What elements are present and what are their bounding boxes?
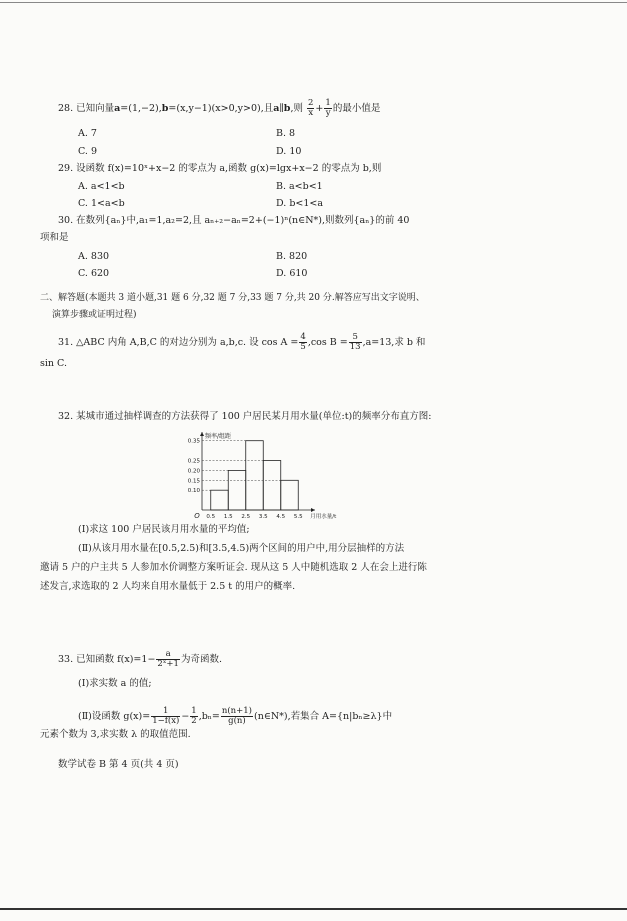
y-tick-label: 0.20 — [188, 468, 200, 475]
frequency-histogram — [188, 428, 358, 523]
y-tick-label: 0.15 — [188, 478, 200, 485]
histogram-bars — [211, 441, 299, 510]
fraction-a-over-2x-plus-1: $\frac{a}{\text{2ˣ+1}}$ — [157, 649, 179, 669]
y-tick-label: 0.10 — [188, 488, 200, 495]
parallel-symbol: ∥ — [279, 103, 284, 114]
question-33-stem — [58, 650, 222, 669]
q30-option-c: C. 620 — [78, 268, 110, 279]
q31-part2: ,cos B = — [307, 337, 348, 348]
origin-label: O — [194, 512, 200, 520]
vector-b-value: =(x,y−1)(x>0,y>0),且 — [168, 103, 274, 114]
question-28-stem — [58, 99, 380, 118]
vector-a-value: =(1,−2), — [120, 103, 162, 114]
section-2-heading-line2: 演算步骤或证明过程) — [52, 310, 137, 320]
question-31-line2: sin C. — [40, 358, 68, 369]
q33-part1: 33. 已知函数 f(x)=1− — [58, 654, 156, 665]
x-tick-label: 5.5 — [293, 514, 303, 520]
q28-option-c: C. 9 — [78, 146, 98, 157]
question-29-stem: 29. 设函数 f(x)=10ˣ+x−2 的零点为 a,函数 g(x)=lgx+x−2 的零点为 b,则 — [58, 163, 382, 174]
q33-part-1: (Ⅰ)求实数 a 的值; — [78, 678, 152, 689]
q32-part-2-line3: 述发言,求选取的 2 人均来自用水量低于 2.5 t 的用户的概率. — [40, 581, 296, 592]
bottom-edge-line — [0, 908, 627, 910]
q33-part-2-line1 — [78, 707, 392, 726]
fraction-g: $\frac{1}{1-f(x)}$ — [152, 706, 180, 726]
section-2-heading: 二、解答题(本题共 3 道小题,31 题 6 分,32 题 7 分,33 题 7 分,共 20 分.解答应写出文字说明、 — [40, 293, 425, 303]
histogram-axes — [200, 432, 315, 512]
page-footer: 数学试卷 B 第 4 页(共 4 页) — [58, 759, 179, 770]
question-30-stem: 30. 在数列{aₙ}中,a₁=1,a₂=2,且 aₙ₊₂−aₙ=2+(−1)ⁿ(n∈N*),则数列{aₙ}的前 40 — [58, 215, 410, 226]
fraction-4-over-5: $\frac{4}{5}$ — [300, 332, 306, 352]
q33-part2-a: (Ⅱ)设函数 g(x)= — [78, 711, 151, 722]
histogram-bar — [246, 441, 264, 510]
q33-part2-b: − — [181, 711, 190, 722]
fraction-5-over-13: $\frac{5}{13}$ — [349, 332, 361, 352]
q29-option-d: D. b<1<a — [276, 198, 324, 209]
q30-option-a: A. 830 — [78, 251, 110, 262]
histogram-dashed-guides — [202, 441, 281, 491]
question-30-stem-line2: 项和是 — [40, 232, 69, 243]
histogram-bar — [263, 461, 281, 511]
q32-part-2-line2: 邀请 5 户的户主共 5 人参加水价调整方案听证会. 现从这 5 人中随机选取 2 人在会上进行陈 — [40, 562, 427, 573]
y-tick-label: 0.25 — [188, 458, 200, 465]
x-axis-arrow — [311, 508, 315, 512]
q29-option-a: A. a<1<b — [78, 181, 125, 192]
fraction-2-over-x: $\frac{2}{x}$ — [308, 98, 314, 118]
x-tick-label: 0.5 — [206, 514, 216, 520]
vector-a: a — [114, 103, 121, 114]
vector-b: b — [161, 103, 169, 114]
histogram-bar — [281, 480, 299, 510]
x-tick-label: 2.5 — [241, 514, 251, 520]
fraction-1-over-y: $\frac{1}{y}$ — [325, 98, 331, 118]
q29-option-b: B. a<b<1 — [276, 181, 323, 192]
histogram-bar — [228, 470, 246, 510]
q28-option-d: D. 10 — [276, 146, 302, 157]
q31-part3: ,a=13,求 b 和 — [362, 337, 426, 348]
histogram-bar — [211, 490, 229, 510]
q32-part-2-line1: (Ⅱ)从该月用水量在[0.5,2.5)和[3.5,4.5)两个区间的用户中,用分层抽样的方法 — [78, 543, 405, 554]
q28-option-a: A. 7 — [78, 128, 97, 139]
q33-part-2-line2: 元素个数为 3,求实数 λ 的取值范围. — [40, 729, 191, 740]
q33-part2: 为奇函数. — [180, 654, 222, 665]
y-axis-label: 频率/组距 — [205, 433, 232, 440]
x-tick-label: 1.5 — [223, 514, 233, 520]
q28-stem-start: 28. 已知向量 — [58, 103, 115, 114]
y-tick-label: 0.35 — [188, 438, 200, 445]
x-tick-label: 3.5 — [258, 514, 268, 520]
x-axis-label: 月用水量/t — [310, 514, 337, 520]
q28-stem-end: 的最小值是 — [332, 103, 381, 114]
fraction-bn: $\frac{n(n+1)}{g(n)}$ — [221, 706, 252, 726]
parallel-b: b — [283, 103, 291, 114]
x-tick-label: 4.5 — [276, 514, 286, 520]
fraction-1-over-2: $\frac{1}{2}$ — [191, 706, 197, 726]
q32-part-1: (Ⅰ)求这 100 户居民该月用水量的平均值; — [78, 524, 250, 535]
question-32-stem: 32. 某城市通过抽样调查的方法获得了 100 户居民某月用水量(单位:t)的频率分布直方图: — [58, 411, 432, 422]
q28-option-b: B. 8 — [276, 128, 296, 139]
q31-part1: 31. △ABC 内角 A,B,C 的对边分别为 a,b,c. 设 cos A = — [58, 337, 299, 348]
q29-option-c: C. 1<a<b — [78, 198, 125, 209]
q30-option-b: B. 820 — [276, 251, 308, 262]
q33-part2-c: ,bₙ= — [198, 711, 220, 722]
top-edge-line — [0, 2, 627, 3]
q28-plus: + — [315, 103, 324, 114]
q30-option-d: D. 610 — [276, 268, 308, 279]
q28-then: ,则 — [290, 103, 303, 114]
q33-part2-d: (n∈N*),若集合 A={n|bₙ≥λ}中 — [254, 711, 393, 722]
parallel-a: a — [273, 103, 280, 114]
question-31-stem — [58, 333, 425, 352]
y-axis-arrow — [200, 432, 204, 436]
